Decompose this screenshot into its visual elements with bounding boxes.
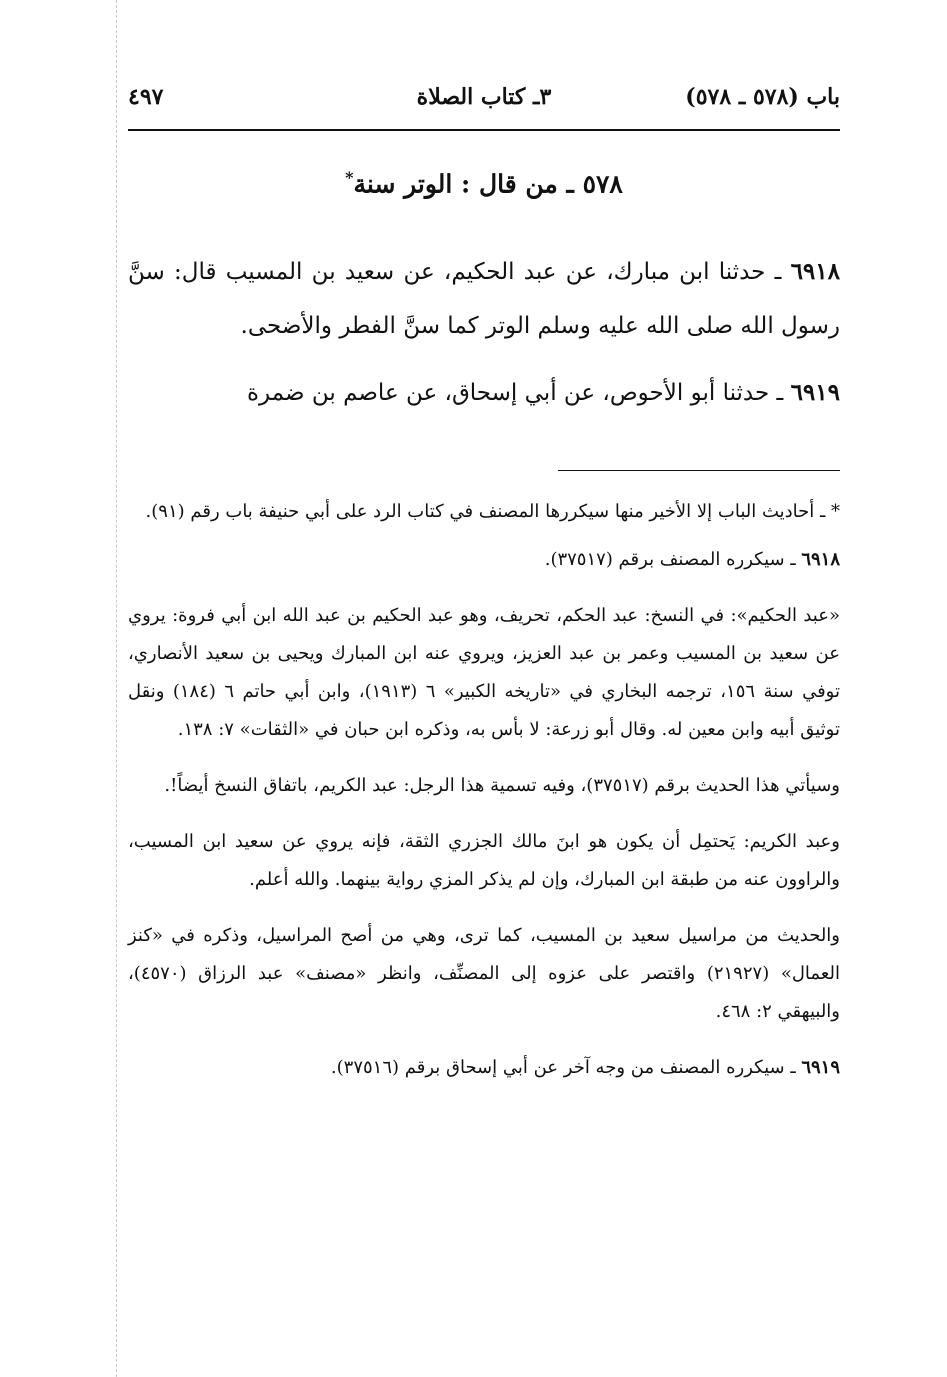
hadith-number: ٦٩١٨ <box>790 258 840 285</box>
footnote-6919 <box>128 1049 840 1087</box>
footnote-6918 <box>128 541 840 579</box>
hadith-number: ٦٩١٩ <box>790 379 840 406</box>
header-rule <box>128 129 840 131</box>
footnote-paragraph: «عبد الحكيم»: في النسخ: عبد الحكم، تحريف، وهو عبد الحكيم بن عبد الله ابن أبي فروة: يروي عن سعيد بن المسيب وعمر بن عبد العزيز، ويروي عنه ابن المبارك ويحيى بن سعيد الأنصاري، توفي سنة ١٥٦، ترجمه البخاري في «تاريخه الكبير» ٦ (١٩١٣)، وابن أبي حاتم ٦ (١٨٤) ونقل توثيق أبيه وابن معين له. وقال أبو زرعة: لا بأس به، وذكره ابن حبان في «الثقات» ٧: ١٣٨. <box>128 605 840 740</box>
footnote-paragraph: وعبد الكريم: يَحتمِل أن يكون هو ابنَ مالك الجزري الثقة، فإنه يروي عن سعيد ابن المسيب، والراوون عنه من طبقة ابن المبارك، وإن لم يذكر المزي رواية بينهما. والله أعلم. <box>128 831 840 890</box>
book-page <box>128 0 840 1377</box>
footnote-paragraph: وسيأتي هذا الحديث برقم (٣٧٥١٧)، وفيه تسمية هذا الرجل: عبد الكريم، باتفاق النسخ أيضاً!. <box>164 775 840 796</box>
footnote-text: ـ سيكرره المصنف من وجه آخر عن أبي إسحاق برقم (٣٧٥١٦). <box>330 1057 802 1078</box>
running-head-chapter-range: باب (٥٧٨ ـ ٥٧٨) <box>685 84 840 110</box>
hadith-6919 <box>128 366 840 420</box>
footnote-number: ٦٩١٩ <box>801 1057 840 1078</box>
chapter-heading <box>128 168 840 198</box>
footnote-text: ـ سيكرره المصنف برقم (٣٧٥١٧). <box>544 549 802 570</box>
footnote-star: * ـ أحاديث الباب إلا الأخير منها سيكررها المصنف في كتاب الرد على أبي حنيفة باب رقم (٩١). <box>145 501 840 522</box>
running-head <box>128 84 840 120</box>
running-head-book-title: ٣ـ كتاب الصلاة <box>416 84 552 110</box>
page-number: ٤٩٧ <box>128 84 164 110</box>
footnotes-section <box>128 493 840 1097</box>
hadith-text: ـ حدثنا ابن مبارك، عن عبد الحكيم، عن سعيد بن المسيب قال: سنَّ رسول الله صلى الله عليه وسلم الوتر كما سنَّ الفطر والأضحى. <box>128 259 840 339</box>
hadith-text: ـ حدثنا أبو الأحوص، عن أبي إسحاق، عن عاصم بن ضمرة <box>247 380 791 406</box>
footnote-separator <box>558 470 840 471</box>
chapter-footnote-marker: * <box>345 168 354 187</box>
footnote-number: ٦٩١٨ <box>801 549 840 570</box>
footnote-paragraph: والحديث من مراسيل سعيد بن المسيب، كما ترى، وهي من أصح المراسيل، وذكره في «كنز العمال» (٢١٩٢٧) واقتصر على عزوه إلى المصنِّف، وانظر «مصنف» عبد الرزاق (٤٥٧٠)، والبيهقي ٢: ٤٦٨. <box>128 925 840 1022</box>
chapter-title-text: ٥٧٨ ـ من قال : الوتر سنة <box>353 169 623 199</box>
binding-margin-line <box>116 0 117 1377</box>
hadith-6918 <box>128 245 840 353</box>
